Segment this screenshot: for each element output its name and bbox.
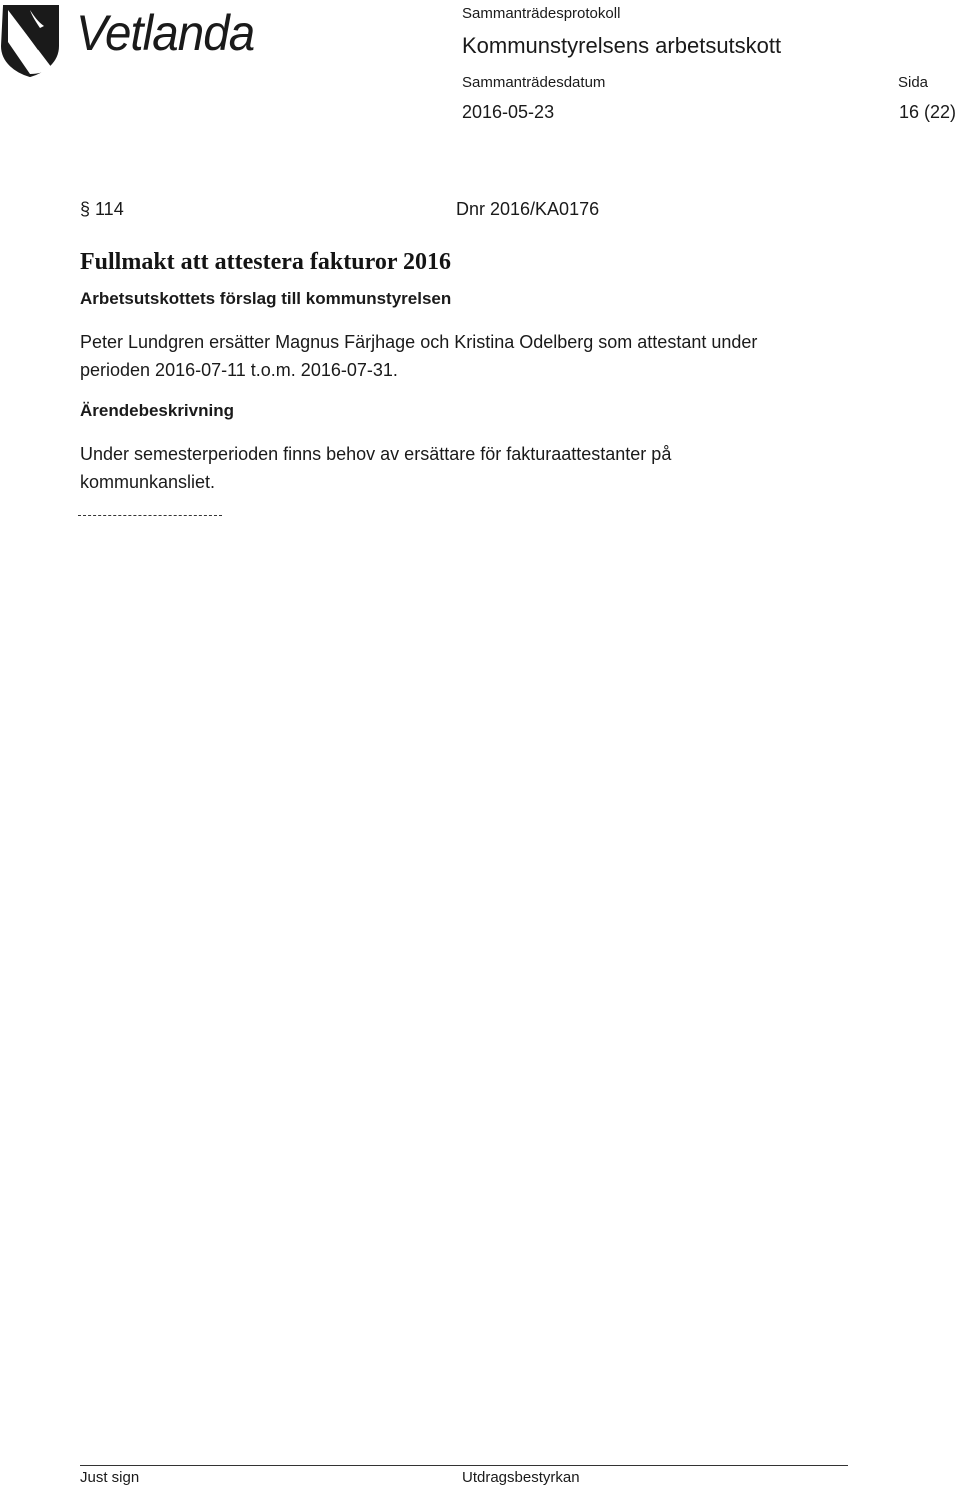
footer-certification-label: Utdragsbestyrkan	[462, 1469, 580, 1486]
page-label: Sida	[898, 74, 929, 91]
description-text-line: Under semesterperioden finns behov av ersättare för fakturaattestanter på	[80, 444, 672, 464]
description-heading: Ärendebeskrivning	[80, 401, 234, 420]
logo-wordmark: Vetlanda	[76, 5, 255, 61]
section-title: Fullmakt att attestera fakturor 2016	[80, 249, 452, 275]
document-type: Sammanträdesprotokoll	[462, 5, 621, 22]
proposal-heading: Arbetsutskottets förslag till kommunstyrelsen	[80, 289, 452, 308]
page-number: 16 (22)	[899, 102, 957, 122]
section-divider	[78, 515, 222, 516]
diary-number: Dnr 2016/KA0176	[456, 199, 600, 219]
paragraph-number: § 114	[80, 199, 124, 219]
committee-name: Kommunstyrelsens arbetsutskott	[462, 33, 782, 58]
proposal-text	[80, 328, 840, 384]
meeting-date-value: 2016-05-23	[462, 102, 555, 122]
footer-rule	[80, 1465, 848, 1466]
proposal-text-line: perioden 2016-07-11 t.o.m. 2016-07-31.	[80, 360, 398, 380]
coat-of-arms-icon	[0, 2, 60, 78]
municipality-logo	[0, 0, 290, 80]
footer-signature-label: Just sign	[80, 1469, 140, 1486]
description-text-line: kommunkansliet.	[80, 472, 216, 492]
description-text	[80, 440, 840, 496]
meeting-date-label: Sammanträdesdatum	[462, 74, 606, 91]
proposal-text-line: Peter Lundgren ersätter Magnus Färjhage och Kristina Odelberg som attestant under	[80, 332, 758, 352]
